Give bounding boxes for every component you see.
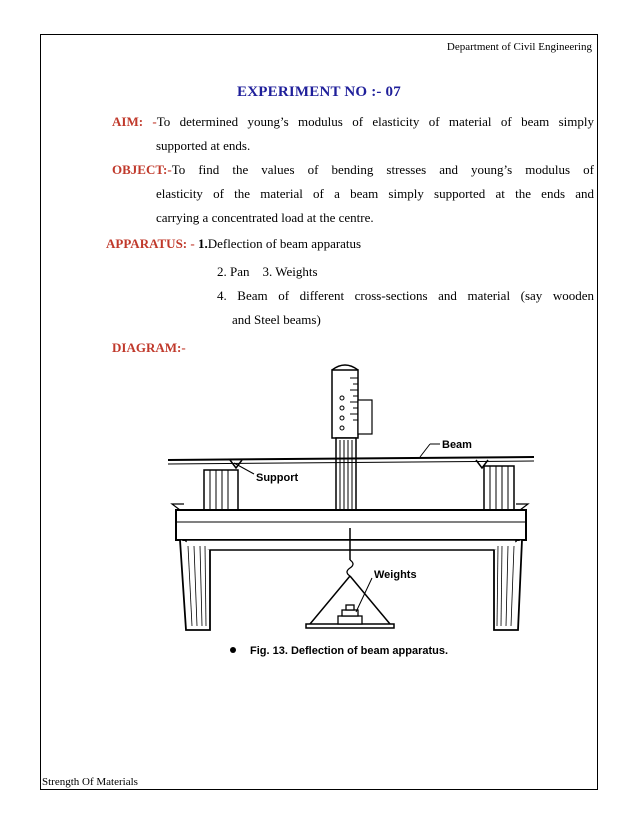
- footer-subject: Strength Of Materials: [42, 776, 138, 788]
- apparatus-item4-line2: and Steel beams): [232, 312, 321, 327]
- object-label: OBJECT:-: [112, 162, 172, 177]
- deflection-apparatus-figure: [150, 360, 545, 680]
- experiment-title: EXPERIMENT NO :- 07: [237, 84, 401, 100]
- object-section: [112, 158, 594, 230]
- right-support: [476, 460, 514, 510]
- apparatus-item3: 3. Weights: [262, 264, 318, 279]
- aim-section: [112, 110, 594, 158]
- apparatus-label: APPARATUS: -: [106, 236, 198, 251]
- support-label: Support: [256, 472, 299, 484]
- object-text-line1: To find the values of bending stresses and young’s modulus of: [171, 162, 594, 177]
- apparatus-item1-number: 1.: [197, 236, 208, 251]
- aim-label: AIM: -: [112, 114, 157, 129]
- aim-text-line2: supported at ends.: [156, 138, 251, 153]
- apparatus-section: [106, 232, 594, 256]
- left-support: [204, 460, 242, 510]
- aim-text-line1: To determined young’s modulus of elasticity of material of beam simply: [156, 114, 594, 129]
- object-text-line2: elasticity of the material of a beam simply supported at the ends and: [156, 186, 594, 201]
- apparatus-items-2-3: [217, 260, 318, 284]
- apparatus-item4: [217, 284, 594, 332]
- weights-label: Weights: [374, 569, 417, 581]
- beam-label: Beam: [442, 439, 472, 451]
- apparatus-item4-line1: 4. Beam of different cross-sections and material (say wooden: [217, 288, 594, 303]
- diagram-label: DIAGRAM:-: [112, 340, 186, 355]
- figure-caption: Fig. 13. Deflection of beam apparatus.: [250, 645, 449, 657]
- dial-gauge: [332, 365, 372, 528]
- object-text-line3: carrying a concentrated load at the centre.: [156, 210, 374, 225]
- apparatus-item2: 2. Pan: [217, 264, 250, 279]
- apparatus-item1: Deflection of beam apparatus: [207, 236, 362, 251]
- department-header: Department of Civil Engineering: [446, 41, 592, 53]
